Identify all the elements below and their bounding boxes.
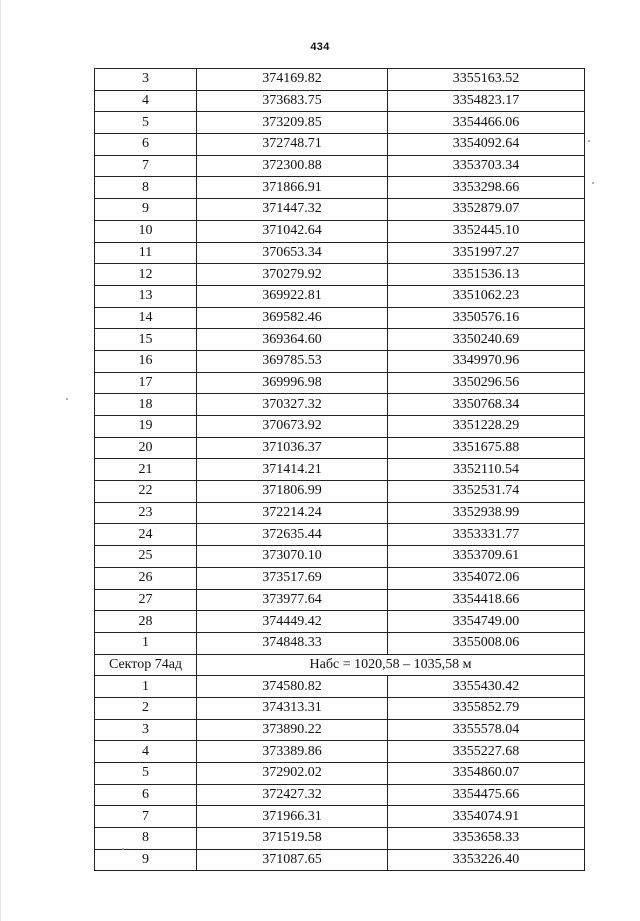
y-coordinate-cell: 3353331.77 xyxy=(388,524,585,546)
table-row xyxy=(95,177,585,199)
scan-speck xyxy=(122,848,124,850)
x-coordinate-cell: 370653.34 xyxy=(197,242,388,264)
x-coordinate-cell: 371036.37 xyxy=(197,437,388,459)
point-number-cell: 8 xyxy=(95,828,197,850)
y-coordinate-cell: 3355008.06 xyxy=(388,632,585,654)
x-coordinate-cell: 373209.85 xyxy=(197,112,388,134)
table-row xyxy=(95,719,585,741)
point-number-cell: 25 xyxy=(95,546,197,568)
x-coordinate-cell: 373389.86 xyxy=(197,741,388,763)
page-number: 434 xyxy=(310,41,330,53)
x-coordinate-cell: 374169.82 xyxy=(197,69,388,91)
table-row xyxy=(95,350,585,372)
table-row xyxy=(95,502,585,524)
point-number-cell: 9 xyxy=(95,199,197,221)
y-coordinate-cell: 3353298.66 xyxy=(388,177,585,199)
point-number-cell: 9 xyxy=(95,849,197,871)
x-coordinate-cell: 372214.24 xyxy=(197,502,388,524)
table-row xyxy=(95,697,585,719)
scan-speck xyxy=(588,140,590,142)
x-coordinate-cell: 371447.32 xyxy=(197,199,388,221)
y-coordinate-cell: 3352938.99 xyxy=(388,502,585,524)
table-row xyxy=(95,567,585,589)
y-coordinate-cell: 3349970.96 xyxy=(388,350,585,372)
y-coordinate-cell: 3353226.40 xyxy=(388,849,585,871)
point-number-cell: 24 xyxy=(95,524,197,546)
y-coordinate-cell: 3354749.00 xyxy=(388,611,585,633)
table-row xyxy=(95,329,585,351)
x-coordinate-cell: 371087.65 xyxy=(197,849,388,871)
table-row xyxy=(95,589,585,611)
y-coordinate-cell: 3352531.74 xyxy=(388,481,585,503)
x-coordinate-cell: 369922.81 xyxy=(197,285,388,307)
point-number-cell: 13 xyxy=(95,285,197,307)
x-coordinate-cell: 369582.46 xyxy=(197,307,388,329)
x-coordinate-cell: 372300.88 xyxy=(197,155,388,177)
x-coordinate-cell: 371519.58 xyxy=(197,828,388,850)
y-coordinate-cell: 3350296.56 xyxy=(388,372,585,394)
y-coordinate-cell: 3354092.64 xyxy=(388,134,585,156)
point-number-cell: 5 xyxy=(95,112,197,134)
x-coordinate-cell: 369364.60 xyxy=(197,329,388,351)
coordinates-table-body xyxy=(95,69,585,871)
y-coordinate-cell: 3354823.17 xyxy=(388,90,585,112)
y-coordinate-cell: 3353658.33 xyxy=(388,828,585,850)
y-coordinate-cell: 3354466.06 xyxy=(388,112,585,134)
x-coordinate-cell: 373977.64 xyxy=(197,589,388,611)
table-row xyxy=(95,828,585,850)
point-number-cell: 6 xyxy=(95,134,197,156)
x-coordinate-cell: 371806.99 xyxy=(197,481,388,503)
point-number-cell: 15 xyxy=(95,329,197,351)
y-coordinate-cell: 3354860.07 xyxy=(388,763,585,785)
y-coordinate-cell: 3351062.23 xyxy=(388,285,585,307)
section-header-row xyxy=(95,654,585,676)
point-number-cell: 28 xyxy=(95,611,197,633)
point-number-cell: 2 xyxy=(95,697,197,719)
point-number-cell: 26 xyxy=(95,567,197,589)
table-row xyxy=(95,611,585,633)
point-number-cell: 7 xyxy=(95,155,197,177)
point-number-cell: 4 xyxy=(95,741,197,763)
point-number-cell: 6 xyxy=(95,784,197,806)
y-coordinate-cell: 3354475.66 xyxy=(388,784,585,806)
table-row xyxy=(95,285,585,307)
x-coordinate-cell: 372635.44 xyxy=(197,524,388,546)
point-number-cell: 20 xyxy=(95,437,197,459)
table-row xyxy=(95,784,585,806)
table-row xyxy=(95,264,585,286)
y-coordinate-cell: 3355430.42 xyxy=(388,676,585,698)
point-number-cell: 22 xyxy=(95,481,197,503)
point-number-cell: 3 xyxy=(95,69,197,91)
table-row xyxy=(95,806,585,828)
coordinates-table xyxy=(94,68,585,871)
table-row xyxy=(95,481,585,503)
point-number-cell: 7 xyxy=(95,806,197,828)
table-row xyxy=(95,524,585,546)
table-row xyxy=(95,763,585,785)
table-row xyxy=(95,416,585,438)
x-coordinate-cell: 371042.64 xyxy=(197,220,388,242)
y-coordinate-cell: 3355578.04 xyxy=(388,719,585,741)
point-number-cell: 5 xyxy=(95,763,197,785)
scan-speck xyxy=(66,398,68,400)
table-row xyxy=(95,372,585,394)
y-coordinate-cell: 3352445.10 xyxy=(388,220,585,242)
sector-label-cell: Сектор 74ад xyxy=(95,654,197,676)
point-number-cell: 1 xyxy=(95,676,197,698)
x-coordinate-cell: 373890.22 xyxy=(197,719,388,741)
x-coordinate-cell: 372902.02 xyxy=(197,763,388,785)
point-number-cell: 16 xyxy=(95,350,197,372)
y-coordinate-cell: 3354072.06 xyxy=(388,567,585,589)
x-coordinate-cell: 372748.71 xyxy=(197,134,388,156)
y-coordinate-cell: 3351228.29 xyxy=(388,416,585,438)
point-number-cell: 23 xyxy=(95,502,197,524)
x-coordinate-cell: 370673.92 xyxy=(197,416,388,438)
y-coordinate-cell: 3351997.27 xyxy=(388,242,585,264)
y-coordinate-cell: 3353703.34 xyxy=(388,155,585,177)
x-coordinate-cell: 373070.10 xyxy=(197,546,388,568)
x-coordinate-cell: 370279.92 xyxy=(197,264,388,286)
y-coordinate-cell: 3350240.69 xyxy=(388,329,585,351)
x-coordinate-cell: 374449.42 xyxy=(197,611,388,633)
table-row xyxy=(95,676,585,698)
point-number-cell: 14 xyxy=(95,307,197,329)
point-number-cell: 3 xyxy=(95,719,197,741)
y-coordinate-cell: 3350768.34 xyxy=(388,394,585,416)
table-row xyxy=(95,632,585,654)
x-coordinate-cell: 374848.33 xyxy=(197,632,388,654)
x-coordinate-cell: 373517.69 xyxy=(197,567,388,589)
x-coordinate-cell: 370327.32 xyxy=(197,394,388,416)
y-coordinate-cell: 3355163.52 xyxy=(388,69,585,91)
table-row xyxy=(95,155,585,177)
x-coordinate-cell: 369996.98 xyxy=(197,372,388,394)
y-coordinate-cell: 3354418.66 xyxy=(388,589,585,611)
table-row xyxy=(95,459,585,481)
y-coordinate-cell: 3352110.54 xyxy=(388,459,585,481)
x-coordinate-cell: 371414.21 xyxy=(197,459,388,481)
y-coordinate-cell: 3354074.91 xyxy=(388,806,585,828)
point-number-cell: 10 xyxy=(95,220,197,242)
y-coordinate-cell: 3351675.88 xyxy=(388,437,585,459)
y-coordinate-cell: 3355852.79 xyxy=(388,697,585,719)
x-coordinate-cell: 369785.53 xyxy=(197,350,388,372)
x-coordinate-cell: 371966.31 xyxy=(197,806,388,828)
point-number-cell: 27 xyxy=(95,589,197,611)
x-coordinate-cell: 372427.32 xyxy=(197,784,388,806)
table-row xyxy=(95,69,585,91)
table-row xyxy=(95,394,585,416)
y-coordinate-cell: 3353709.61 xyxy=(388,546,585,568)
table-row xyxy=(95,220,585,242)
table-row xyxy=(95,849,585,871)
y-coordinate-cell: 3355227.68 xyxy=(388,741,585,763)
table-row xyxy=(95,741,585,763)
point-number-cell: 18 xyxy=(95,394,197,416)
table-row xyxy=(95,112,585,134)
point-number-cell: 1 xyxy=(95,632,197,654)
y-coordinate-cell: 3352879.07 xyxy=(388,199,585,221)
table-row xyxy=(95,199,585,221)
scan-speck xyxy=(592,182,594,184)
x-coordinate-cell: 373683.75 xyxy=(197,90,388,112)
table-row xyxy=(95,242,585,264)
point-number-cell: 8 xyxy=(95,177,197,199)
altitude-range-cell: Набс = 1020,58 – 1035,58 м xyxy=(197,654,585,676)
table-row xyxy=(95,90,585,112)
table-row xyxy=(95,546,585,568)
point-number-cell: 21 xyxy=(95,459,197,481)
table-row xyxy=(95,134,585,156)
point-number-cell: 12 xyxy=(95,264,197,286)
table-row xyxy=(95,437,585,459)
y-coordinate-cell: 3351536.13 xyxy=(388,264,585,286)
point-number-cell: 11 xyxy=(95,242,197,264)
point-number-cell: 4 xyxy=(95,90,197,112)
x-coordinate-cell: 374580.82 xyxy=(197,676,388,698)
table-row xyxy=(95,307,585,329)
x-coordinate-cell: 371866.91 xyxy=(197,177,388,199)
y-coordinate-cell: 3350576.16 xyxy=(388,307,585,329)
point-number-cell: 17 xyxy=(95,372,197,394)
x-coordinate-cell: 374313.31 xyxy=(197,697,388,719)
point-number-cell: 19 xyxy=(95,416,197,438)
